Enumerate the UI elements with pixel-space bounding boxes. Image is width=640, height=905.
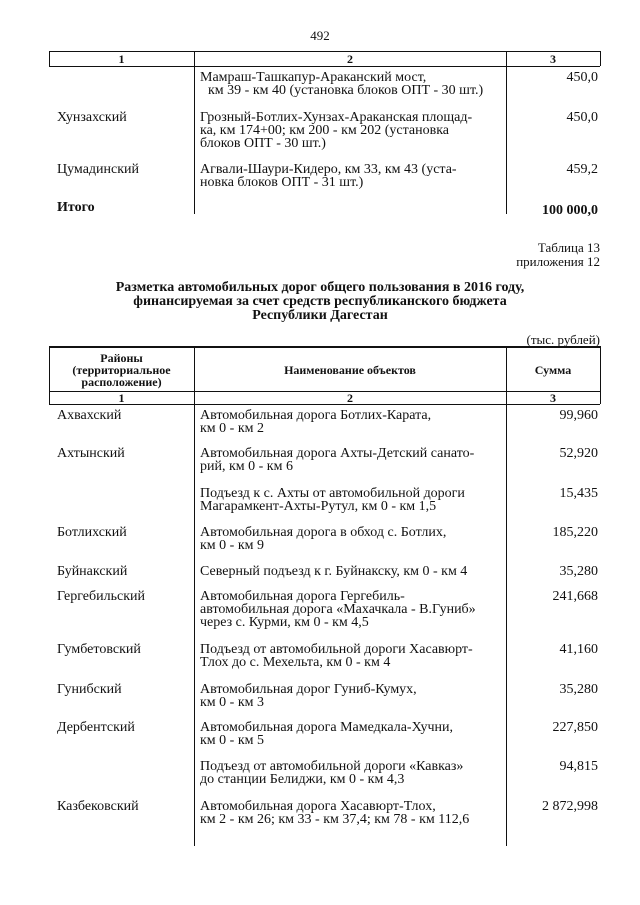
object-name: Агвали-Шаури-Кидеро, км 33, км 43 (уста- новка блоков ОПТ - 31 шт.) (200, 162, 457, 190)
sum-value: 450,0 (566, 70, 598, 85)
object-name: Автомобильная дорога Ботлих-Карата, км 0 - км 2 (200, 408, 432, 436)
header-sum: Сумма (534, 363, 572, 377)
table1-right-border (600, 51, 601, 66)
object-name: Автомобильная дорога Мамедкала-Хучни, км 0 - км 5 (200, 720, 453, 748)
table2-colnum-1: 1 (118, 391, 125, 405)
header-objects: Наименование объектов (284, 363, 416, 377)
object-name: Автомобильная дорога Хасавюрт-Тлох, км 2 - км 26; км 33 - км 37,4; км 78 - км 112,6 (200, 799, 470, 827)
object-name: Подъезд от автомобильной дороги Хасавюрт- Тлох до с. Мехельта, км 0 - км 4 (200, 642, 473, 670)
table1-colnum-2: 2 (347, 52, 353, 66)
object-name: Автомобильная дорога в обход с. Ботлих, км 0 - км 9 (200, 525, 447, 553)
object-name: Северный подъезд к г. Буйнакску, км 0 - км 4 (200, 564, 468, 579)
sum-value: 185,220 (552, 525, 598, 540)
district-name: Дербентский (57, 720, 135, 735)
district-name: Гунибский (57, 682, 122, 697)
district-name: Гумбетовский (57, 642, 141, 657)
table2-colnum-border (49, 404, 600, 405)
sum-value: 15,435 (559, 486, 598, 501)
units-note: (тыс. рублей) (526, 332, 600, 347)
sum-value: 35,280 (559, 564, 598, 579)
sum-value: 94,815 (559, 759, 598, 774)
district-name: Хунзахский (57, 110, 127, 125)
sum-value: 35,280 (559, 682, 598, 697)
object-name: Грозный-Ботлих-Хунзах-Араканская площад- ка, км 174+00; км 200 - км 202 (установка блоков ОПТ - 30 шт.) (200, 110, 473, 151)
object-name: Автомобильная дорог Гуниб-Кумух, км 0 - км 3 (200, 682, 417, 710)
district-name: Ахвахский (57, 408, 122, 423)
page-title: Разметка автомобильных дорог общего пользования в 2016 году, финансируемая за счет средств республиканского бюджета Республики Дагестан (115, 280, 525, 323)
district-name: Казбековский (57, 799, 139, 814)
total-label: Итого (57, 200, 95, 215)
sum-value: 41,160 (559, 642, 598, 657)
table2-right-border (600, 346, 601, 404)
object-name: Мамраш-Ташкапур-Араканский мост, км 39 - км 40 (установка блоков ОПТ - 30 шт.) (200, 70, 484, 98)
sum-value: 459,2 (566, 162, 598, 177)
sum-value: 227,850 (552, 720, 598, 735)
object-name: Подъезд от автомобильной дороги «Кавказ» до станции Белиджи, км 0 - км 4,3 (200, 759, 464, 787)
object-name: Автомобильная дорога Ахты-Детский санато- рий, км 0 - км 6 (200, 446, 475, 474)
table1-colnum-1: 1 (118, 52, 125, 66)
district-name: Цумадинский (57, 162, 140, 177)
object-name: Подъезд к с. Ахты от автомобильной дороги Магарамкент-Ахты-Рутул, км 0 - км 1,5 (200, 486, 465, 514)
district-name: Гергебильский (57, 589, 145, 604)
table2-colnum-2: 2 (347, 391, 353, 405)
district-name: Буйнакский (57, 564, 128, 579)
sum-value: 2 872,998 (542, 799, 598, 814)
table1-col-divider-1 (194, 51, 195, 214)
total-value: 100 000,0 (542, 203, 598, 218)
table1-header-border (49, 66, 600, 67)
table1-top-border (49, 51, 600, 52)
table-caption: Таблица 13 приложения 12 (516, 240, 600, 269)
district-name: Ахтынский (57, 446, 125, 461)
header-districts: Районы (территориальное расположение) (72, 351, 171, 389)
page-number: 492 (310, 28, 330, 43)
sum-value: 52,920 (559, 446, 598, 461)
sum-value: 241,668 (552, 589, 598, 604)
object-name: Автомобильная дорога Гергебиль- автомобильная дорога «Махачкала - В.Гуниб» через с. Курми, км 0 - км 4,5 (200, 589, 476, 630)
table2-top-border (49, 346, 600, 348)
table2-col-divider-1 (194, 346, 195, 846)
table1-colnum-3: 3 (550, 52, 556, 66)
district-name: Ботлихский (57, 525, 127, 540)
sum-value: 99,960 (559, 408, 598, 423)
table2-colnum-3: 3 (550, 391, 556, 405)
sum-value: 450,0 (566, 110, 598, 125)
